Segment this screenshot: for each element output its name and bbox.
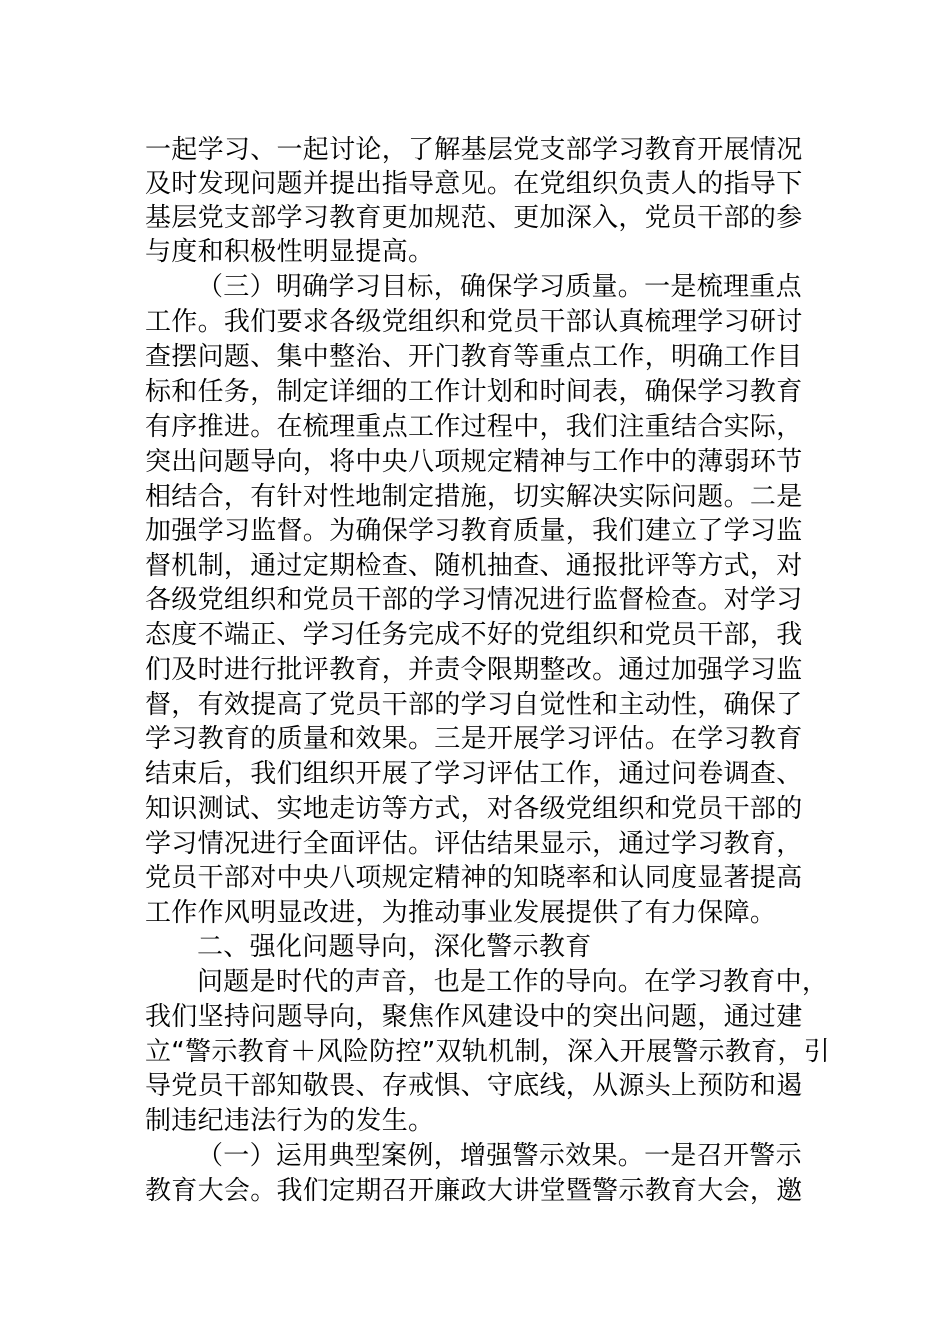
- text-line: 教育大会。我们定期召开廉政大讲堂暨警示教育大会，邀: [145, 1176, 803, 1206]
- text-line: 学习情况进行全面评估。评估结果显示，通过学习教育，: [145, 829, 803, 859]
- text-line: 标和任务，制定详细的工作计划和时间表，确保学习教育: [145, 377, 803, 407]
- text-line: 相结合，有针对性地制定措施，切实解决实际问题。二是: [145, 482, 803, 512]
- text-line: 工作作风明显改进，为推动事业发展提供了有力保障。: [145, 898, 777, 928]
- text-line: 督，有效提高了党员干部的学习自觉性和主动性，确保了: [145, 690, 803, 720]
- text-line: 们及时进行批评教育，并责令限期整改。通过加强学习监: [145, 655, 803, 685]
- text-line: 各级党组织和党员干部的学习情况进行监督检查。对学习: [145, 585, 803, 615]
- text-line: 态度不端正、学习任务完成不好的党组织和党员干部，我: [145, 620, 803, 650]
- text-line: 督机制，通过定期检查、随机抽查、通报批评等方式，对: [145, 551, 803, 581]
- paragraph-first-line: （一）运用典型案例，增强警示效果。一是召开警示: [197, 1141, 802, 1171]
- text-line: 制违纪违法行为的发生。: [145, 1106, 435, 1136]
- text-line: 与度和积极性明显提高。: [145, 237, 435, 267]
- text-line: 突出问题导向，将中央八项规定精神与工作中的薄弱环节: [145, 447, 803, 477]
- text-line: 加强学习监督。为确保学习教育质量，我们建立了学习监: [145, 516, 803, 546]
- text-line: 及时发现问题并提出指导意见。在党组织负责人的指导下: [145, 169, 803, 199]
- text-line: 基层党支部学习教育更加规范、更加深入，党员干部的参: [145, 203, 803, 233]
- text-line: 有序推进。在梳理重点工作过程中，我们注重结合实际，: [145, 412, 803, 442]
- text-line: 工作。我们要求各级党组织和党员干部认真梳理学习研讨: [145, 307, 803, 337]
- text-line: 立“警示教育＋风险防控”双轨机制，深入开展警示教育，引: [145, 1037, 831, 1067]
- text-line: 我们坚持问题导向，聚焦作风建设中的突出问题，通过建: [145, 1002, 803, 1032]
- text-line: 一起学习、一起讨论，了解基层党支部学习教育开展情况: [145, 135, 803, 165]
- text-line: 知识测试、实地走访等方式，对各级党组织和党员干部的: [145, 794, 803, 824]
- text-line: 学习教育的质量和效果。三是开展学习评估。在学习教育: [145, 724, 803, 754]
- text-line: 结束后，我们组织开展了学习评估工作，通过问卷调查、: [145, 759, 803, 789]
- text-line: 党员干部对中央八项规定精神的知晓率和认同度显著提高: [145, 863, 803, 893]
- section-heading: 二、强化问题导向，深化警示教育: [197, 932, 592, 962]
- text-line: 查摆问题、集中整治、开门教育等重点工作，明确工作目: [145, 342, 803, 372]
- text-line: 导党员干部知敬畏、存戒惧、守底线，从源头上预防和遏: [145, 1071, 803, 1101]
- paragraph-first-line: （三）明确学习目标，确保学习质量。一是梳理重点: [197, 272, 802, 302]
- paragraph-first-line: 问题是时代的声音，也是工作的导向。在学习教育中，: [197, 967, 829, 997]
